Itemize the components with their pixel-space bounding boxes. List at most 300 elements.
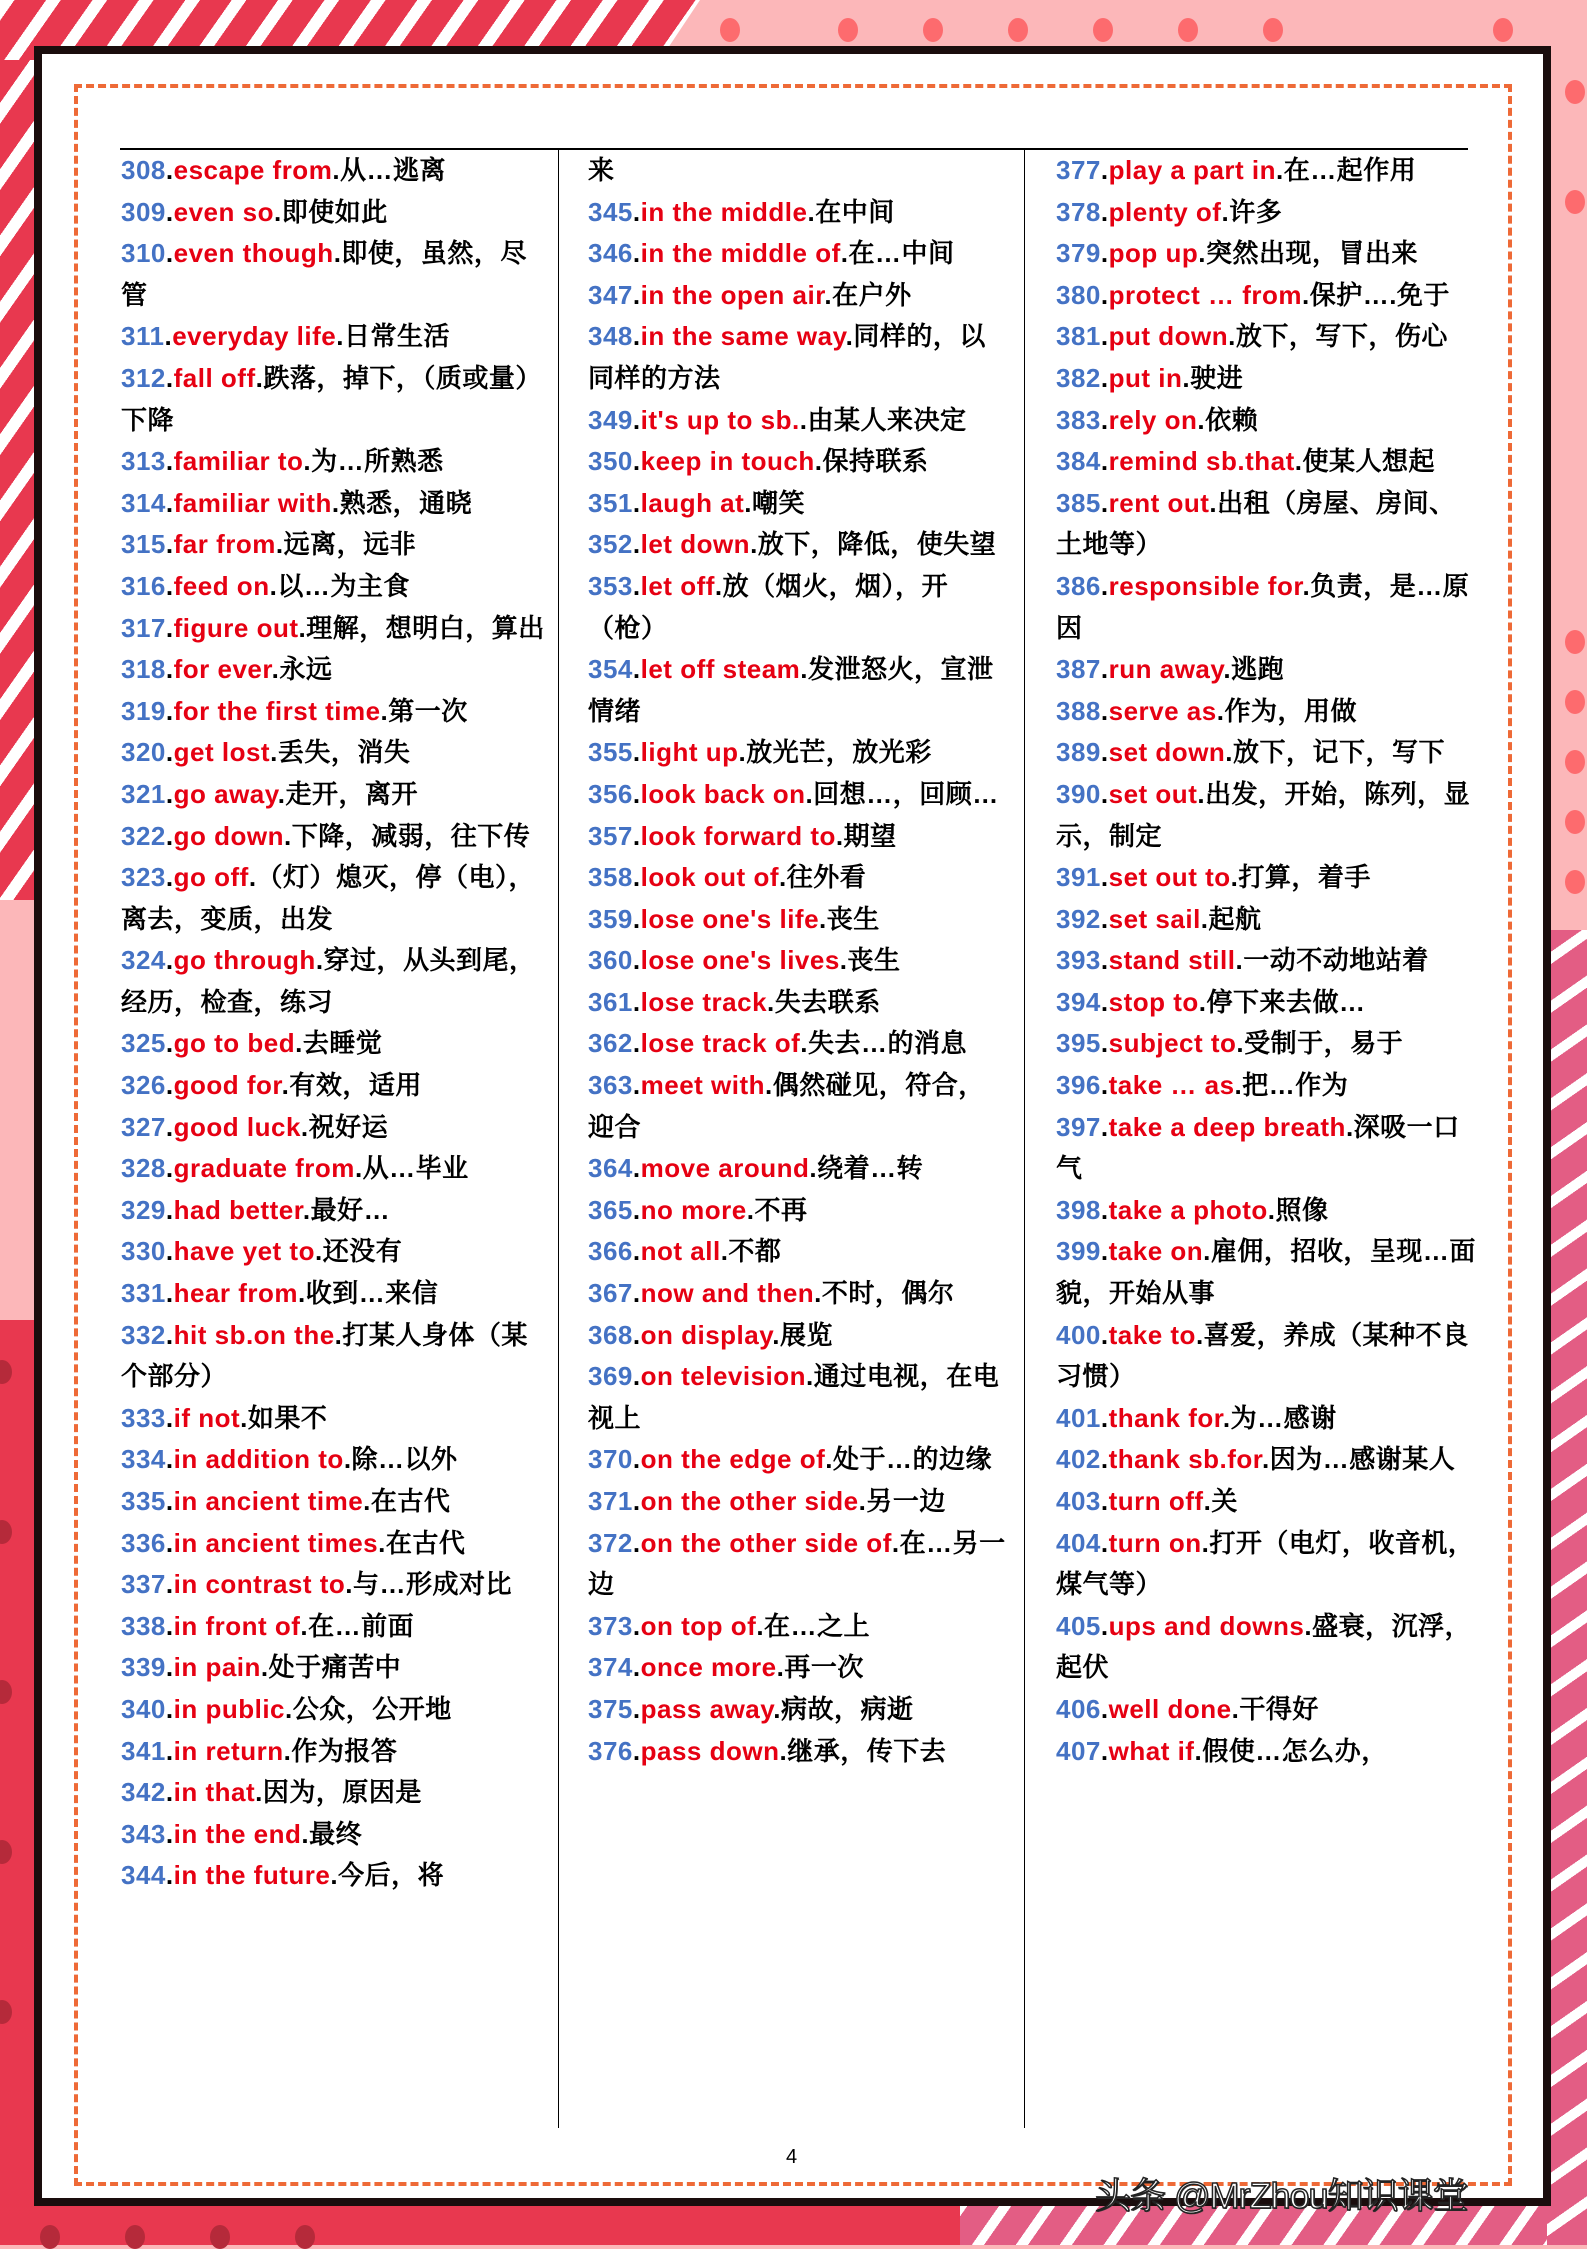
entry-chinese: （灯）熄灭，停（电），离去，变质，出发 — [121, 862, 536, 934]
phrase-entry: 363.meet with.偶然碰见，符合，迎合 — [588, 1070, 985, 1142]
entry-english: now and then — [640, 1278, 815, 1309]
entry-number: 327 — [121, 1111, 166, 1142]
entry-chinese: 偶然碰见，符合，迎合 — [588, 1070, 985, 1142]
entry-number: 308 — [121, 155, 166, 185]
phrase-entry: 386.responsible for.负责，是…原因 — [1056, 570, 1470, 643]
entry-english: in the middle of — [640, 238, 841, 269]
entry-number: 329 — [121, 1194, 166, 1225]
entry-number: 385 — [1056, 487, 1101, 518]
phrase-entry: 356.look back on.回想…，回顾… — [588, 778, 999, 809]
entry-number: 348 — [588, 321, 633, 352]
phrase-entry: 377.play a part in.在…起作用 — [1056, 155, 1417, 185]
entry-english: look out of — [640, 862, 779, 893]
entry-chinese: 保护….免于 — [1309, 279, 1450, 310]
entry-chinese: 绕着…转 — [817, 1153, 924, 1184]
entry-number: 381 — [1056, 321, 1101, 352]
phrase-entry: 399.take on.雇佣，招收，呈现…面貌，开始从事 — [1056, 1236, 1476, 1309]
phrase-entry: 319.for the first time.第一次 — [121, 695, 468, 726]
entry-english: in the end — [173, 1818, 302, 1849]
entry-number: 323 — [121, 862, 166, 893]
entry-chinese: 干得好 — [1239, 1693, 1319, 1724]
entry-chinese: 在户外 — [832, 279, 912, 310]
phrase-entry: 347.in the open air.在户外 — [588, 279, 912, 310]
entry-number: 345 — [588, 196, 633, 227]
entry-english: let off steam — [640, 654, 801, 685]
phrase-entry: 390.set out.出发，开始，陈列，显示，制定 — [1056, 778, 1471, 851]
entry-english: pop up — [1108, 238, 1199, 269]
entry-chinese: 逃跑 — [1231, 654, 1285, 685]
entry-number: 371 — [588, 1486, 633, 1516]
phrase-entry: 372.on the other side of.在…另一边 — [588, 1527, 1006, 1600]
entry-number: 407 — [1056, 1735, 1101, 1766]
entry-number: 378 — [1056, 196, 1101, 227]
entry-number: 311 — [121, 321, 165, 352]
phrase-entry: 315.far from.远离，远非 — [121, 529, 417, 560]
page-number: 4 — [786, 2146, 798, 2168]
polka-dot-icon — [1565, 870, 1585, 894]
entry-english: once more — [640, 1652, 777, 1683]
entry-english: let down — [640, 529, 751, 560]
entry-chinese: 公众，公开地 — [292, 1693, 452, 1724]
column-divider — [1024, 150, 1025, 2128]
entry-english: take a deep breath — [1108, 1111, 1346, 1142]
entry-english: on top of — [640, 1610, 757, 1641]
entry-english: escape from — [173, 155, 333, 185]
phrase-entry: 329.had better.最好… — [121, 1194, 391, 1225]
phrase-entry: 373.on top of.在…之上 — [588, 1610, 871, 1641]
entry-english: go down — [173, 820, 284, 851]
entry-chinese: 在古代 — [370, 1486, 451, 1516]
entry-english: fall off — [173, 362, 256, 393]
phrase-entry: 327.good luck.祝好运 — [121, 1111, 389, 1142]
entry-number: 324 — [121, 945, 166, 976]
entry-number: 380 — [1056, 279, 1101, 310]
phrase-entry: 378.plenty of.许多 — [1056, 196, 1283, 227]
entry-chinese: 跌落，掉下，（质或量）下降 — [121, 362, 542, 435]
entry-number: 338 — [121, 1610, 166, 1641]
entry-english: stand still — [1108, 945, 1236, 976]
entry-chinese: 放下，写下，伤心 — [1235, 321, 1448, 352]
entry-number: 344 — [121, 1860, 166, 1891]
phrase-entry: 392.set sail.起航 — [1056, 903, 1262, 934]
entry-number: 368 — [588, 1319, 633, 1350]
phrase-entry: 381.put down.放下，写下，伤心 — [1056, 321, 1448, 352]
phrase-entry: 368.on display.展览 — [588, 1319, 834, 1350]
entry-english: turn on — [1108, 1527, 1202, 1558]
entry-chinese: 处于…的边缘 — [833, 1444, 993, 1475]
phrase-entry: 364.move around.绕着…转 — [588, 1153, 924, 1184]
phrase-entry: 350.keep in touch.保持联系 — [588, 446, 929, 477]
entry-number: 384 — [1056, 446, 1101, 477]
entry-number: 352 — [588, 529, 633, 560]
entry-english: what if — [1108, 1735, 1195, 1766]
polka-dot-icon — [1008, 18, 1028, 42]
phrase-entry: 382.put in.驶进 — [1056, 362, 1244, 393]
entry-english: run away — [1108, 654, 1224, 685]
phrase-entry: 318.for ever.永远 — [121, 654, 333, 685]
entry-chinese: 假使…怎么办， — [1202, 1735, 1388, 1766]
entry-number: 350 — [588, 446, 633, 477]
entry-number: 341 — [121, 1735, 166, 1766]
entry-english: hit sb.on the — [173, 1319, 335, 1350]
entry-chinese: 收到…来信 — [305, 1278, 439, 1309]
entry-english: pass down — [640, 1735, 780, 1766]
phrase-entry: 326.good for.有效，适用 — [121, 1070, 422, 1101]
entry-chinese: 另一边 — [866, 1486, 946, 1516]
entry-english: in the same way — [640, 321, 846, 352]
phrase-entry: 352.let down.放下，降低，使失望 — [588, 529, 997, 560]
entry-chinese: 下降，减弱，往下传 — [291, 820, 531, 851]
phrase-entry: 310.even though.即使，虽然，尽管 — [121, 238, 527, 310]
entry-chinese: 作为，用做 — [1224, 695, 1357, 726]
phrase-entry: 357.look forward to.期望 — [588, 820, 897, 851]
entry-english: if not — [173, 1402, 241, 1433]
entry-number: 333 — [121, 1402, 166, 1433]
entry-english: go through — [173, 945, 316, 976]
entry-number: 335 — [121, 1486, 166, 1516]
entry-english: set out to — [1108, 862, 1231, 893]
entry-english: in the middle — [640, 196, 808, 227]
phrase-entry: 376.pass down.继承，传下去 — [588, 1735, 947, 1766]
entry-number: 346 — [588, 238, 633, 269]
entry-chinese: 深吸一口气 — [1056, 1111, 1460, 1184]
entry-chinese: 理解，想明白，算出 — [306, 612, 545, 643]
polka-dot-icon — [1093, 18, 1113, 42]
entry-chinese: 病故，病逝 — [781, 1693, 914, 1724]
entry-chinese: 不都 — [728, 1236, 782, 1267]
entry-english: take on — [1108, 1236, 1204, 1267]
polka-dot-icon — [1178, 18, 1198, 42]
entry-number: 316 — [121, 570, 166, 601]
entry-chinese: 喜爱，养成（某种不良习惯） — [1056, 1319, 1469, 1392]
entry-chinese: 在…之上 — [764, 1610, 871, 1641]
entry-number: 373 — [588, 1610, 633, 1641]
phrase-entry: 343.in the end.最终 — [121, 1818, 363, 1849]
entry-number: 320 — [121, 737, 166, 768]
entry-number: 314 — [121, 487, 166, 518]
phrase-entry-continuation — [588, 150, 1008, 192]
entry-english: lose track — [640, 986, 768, 1017]
phrase-entry: 360.lose one's lives.丧生 — [588, 945, 901, 976]
entry-number: 388 — [1056, 695, 1101, 726]
polka-dot-icon — [210, 2225, 230, 2249]
entry-chinese: 远离，远非 — [283, 529, 417, 560]
entry-chinese: 丧生 — [826, 903, 880, 934]
phrase-column-1 — [121, 150, 551, 1897]
entry-english: take a photo — [1108, 1194, 1268, 1225]
entry-english: play a part in — [1108, 155, 1277, 185]
phrase-entry: 369.on television.通过电视，在电视上 — [588, 1361, 1000, 1433]
entry-english: on television — [640, 1361, 807, 1392]
phrase-entry: 337.in contrast to.与…形成对比 — [121, 1569, 513, 1600]
entry-chinese: 来 — [588, 155, 615, 185]
entry-english: it's up to sb. — [640, 404, 800, 435]
entry-english: even though — [173, 238, 334, 269]
entry-english: on the other side — [640, 1486, 859, 1516]
phrase-entry: 314.familiar with.熟悉，通晓 — [121, 487, 473, 518]
phrase-entry: 407.what if.假使…怎么办， — [1056, 1735, 1388, 1766]
entry-chinese: 起航 — [1208, 903, 1262, 934]
entry-number: 362 — [588, 1028, 633, 1059]
entry-english: protect … from — [1108, 279, 1302, 310]
entry-number: 372 — [588, 1527, 633, 1558]
phrase-entry: 323.go off.（灯）熄灭，停（电），离去，变质，出发 — [121, 862, 536, 934]
entry-english: take … as — [1108, 1070, 1235, 1101]
phrase-entry: 339.in pain.处于痛苦中 — [121, 1652, 402, 1683]
phrase-entry: 333.if not.如果不 — [121, 1402, 328, 1433]
entry-chinese: 如果不 — [247, 1402, 328, 1433]
entry-chinese: 即使如此 — [281, 196, 388, 227]
polka-dot-icon — [295, 2225, 315, 2249]
entry-number: 330 — [121, 1236, 166, 1267]
polka-dot-icon — [1565, 690, 1585, 714]
phrase-entry: 362.lose track of.失去…的消息 — [588, 1028, 968, 1059]
entry-chinese: 把…作为 — [1242, 1070, 1349, 1101]
entry-number: 360 — [588, 945, 633, 976]
entry-english: good luck — [173, 1111, 301, 1142]
entry-english: in ancient times — [173, 1527, 379, 1558]
polka-dot-icon — [720, 18, 740, 42]
entry-chinese: 丢失，消失 — [277, 737, 411, 768]
entry-number: 328 — [121, 1153, 166, 1184]
entry-chinese: 为…所熟悉 — [311, 446, 444, 477]
phrase-entry: 404.turn on.打开（电灯，收音机，煤气等） — [1056, 1527, 1475, 1600]
entry-number: 375 — [588, 1693, 633, 1724]
entry-number: 382 — [1056, 362, 1101, 393]
entry-chinese: 在…前面 — [308, 1610, 415, 1641]
entry-number: 402 — [1056, 1444, 1101, 1475]
phrase-entry: 389.set down.放下，记下，写下 — [1056, 737, 1446, 768]
entry-chinese: 出发，开始，陈列，显示，制定 — [1056, 778, 1471, 851]
phrase-entry: 395.subject to.受制于，易于 — [1056, 1028, 1404, 1059]
entry-number: 321 — [121, 778, 166, 809]
polka-dot-icon — [923, 18, 943, 42]
entry-number: 331 — [121, 1278, 166, 1309]
entry-number: 400 — [1056, 1319, 1101, 1350]
entry-chinese: 使某人想起 — [1302, 446, 1436, 477]
entry-chinese: 今后，将 — [338, 1860, 445, 1891]
entry-english: meet with — [640, 1070, 766, 1101]
entry-chinese: 盛衰，沉浮，起伏 — [1056, 1610, 1472, 1683]
phrase-entry: 325.go to bed.去睡觉 — [121, 1028, 383, 1059]
entry-english: take to — [1108, 1319, 1196, 1350]
phrase-entry: 379.pop up.突然出现，冒出来 — [1056, 238, 1419, 269]
entry-chinese: 祝好运 — [308, 1111, 389, 1142]
entry-english: familiar with — [173, 487, 332, 518]
entry-number: 356 — [588, 778, 633, 809]
entry-number: 334 — [121, 1444, 166, 1475]
entry-chinese: 在…起作用 — [1283, 155, 1417, 185]
entry-english: thank sb.for — [1108, 1444, 1262, 1475]
entry-number: 403 — [1056, 1486, 1101, 1516]
phrase-entry: 349.it's up to sb..由某人来决定 — [588, 404, 967, 435]
phrase-entry: 370.on the edge of.处于…的边缘 — [588, 1444, 993, 1475]
entry-number: 396 — [1056, 1070, 1101, 1101]
entry-number: 317 — [121, 612, 166, 643]
entry-chinese: 打某人身体（某个部分） — [121, 1319, 528, 1392]
entry-english: responsible for — [1108, 570, 1303, 601]
entry-english: had better — [173, 1194, 303, 1225]
entry-number: 354 — [588, 654, 633, 685]
phrase-entry: 320.get lost.丢失，消失 — [121, 737, 411, 768]
entry-english: for ever — [173, 654, 272, 685]
entry-chinese: 发泄怒火，宣泄情绪 — [588, 654, 994, 726]
entry-number: 405 — [1056, 1610, 1101, 1641]
entry-number: 387 — [1056, 654, 1101, 685]
entry-chinese: 照像 — [1275, 1194, 1329, 1225]
entry-number: 349 — [588, 404, 633, 435]
entry-english: rent out — [1108, 487, 1210, 518]
phrase-entry: 397.take a deep breath.深吸一口气 — [1056, 1111, 1460, 1184]
entry-chinese: 由某人来决定 — [807, 404, 967, 435]
entry-number: 318 — [121, 654, 166, 685]
entry-chinese: 打开（电灯，收音机，煤气等） — [1056, 1527, 1475, 1600]
entry-number: 322 — [121, 820, 166, 851]
phrase-entry: 383.rely on.依赖 — [1056, 404, 1259, 435]
entry-english: get lost — [173, 737, 271, 768]
phrase-entry: 365.no more.不再 — [588, 1194, 808, 1225]
entry-english: well done — [1108, 1693, 1232, 1724]
entry-chinese: 一动不动地站着 — [1243, 945, 1429, 976]
polka-dot-icon — [1565, 630, 1585, 654]
entry-chinese: 嘲笑 — [752, 487, 806, 518]
entry-chinese: 负责，是…原因 — [1056, 570, 1470, 643]
phrase-entry: 311.everyday life.日常生活 — [121, 321, 450, 352]
entry-number: 337 — [121, 1569, 166, 1600]
phrase-entry: 330.have yet to.还没有 — [121, 1236, 403, 1267]
polka-dot-icon — [1565, 750, 1585, 774]
entry-chinese: 继承，传下去 — [787, 1735, 947, 1766]
entry-number: 343 — [121, 1818, 166, 1849]
entry-english: put in — [1108, 362, 1183, 393]
entry-english: in return — [173, 1735, 284, 1766]
entry-number: 401 — [1056, 1402, 1101, 1433]
entry-chinese: 受制于，易于 — [1244, 1028, 1404, 1059]
entry-chinese: 熟悉，通晓 — [339, 487, 473, 518]
phrase-entry: 384.remind sb.that.使某人想起 — [1056, 446, 1436, 477]
entry-english: in addition to — [173, 1444, 344, 1475]
polka-dot-icon — [125, 2225, 145, 2249]
phrase-column-2 — [588, 150, 1008, 1772]
entry-english: remind sb.that — [1108, 446, 1295, 477]
phrase-entry: 380.protect … from.保护….免于 — [1056, 279, 1450, 310]
phrase-entry: 341.in return.作为报答 — [121, 1735, 398, 1766]
entry-number: 376 — [588, 1735, 633, 1766]
entry-number: 391 — [1056, 862, 1101, 893]
entry-english: good for — [173, 1070, 282, 1101]
entry-chinese: 有效，适用 — [289, 1070, 422, 1101]
phrase-column-3 — [1056, 150, 1476, 1772]
entry-english: on display — [640, 1319, 773, 1350]
entry-english: in the open air — [640, 279, 825, 310]
entry-chinese: 再一次 — [784, 1652, 864, 1683]
entry-chinese: 打算，着手 — [1238, 862, 1371, 893]
entry-chinese: 展览 — [780, 1319, 834, 1350]
phrase-entry: 351.laugh at.嘲笑 — [588, 487, 806, 518]
entry-number: 357 — [588, 820, 633, 851]
polka-dot-icon — [1565, 80, 1585, 104]
entry-number: 340 — [121, 1693, 166, 1724]
entry-number: 389 — [1056, 737, 1101, 768]
entry-chinese: 以…为主食 — [277, 570, 410, 601]
entry-number: 312 — [121, 362, 166, 393]
entry-english: laugh at — [640, 487, 745, 518]
phrase-entry: 388.serve as.作为，用做 — [1056, 695, 1357, 726]
entry-english: put down — [1108, 321, 1229, 352]
polka-dot-icon — [838, 18, 858, 42]
entry-english: thank for — [1108, 1402, 1223, 1433]
entry-english: have yet to — [173, 1236, 315, 1267]
entry-number: 351 — [588, 487, 633, 518]
phrase-entry: 367.now and then.不时，偶尔 — [588, 1278, 955, 1309]
entry-english: far from — [173, 529, 276, 560]
entry-chinese: 在…另一边 — [588, 1527, 1006, 1600]
entry-english: go to bed — [173, 1028, 296, 1059]
phrase-entry: 398.take a photo.照像 — [1056, 1194, 1329, 1225]
entry-english: light up — [640, 737, 739, 768]
entry-number: 374 — [588, 1652, 633, 1683]
entry-number: 332 — [121, 1319, 166, 1350]
entry-number: 310 — [121, 238, 166, 269]
entry-number: 399 — [1056, 1236, 1101, 1267]
phrase-entry: 342.in that.因为，原因是 — [121, 1777, 422, 1808]
entry-number: 370 — [588, 1444, 633, 1475]
phrase-entry: 336.in ancient times.在古代 — [121, 1527, 466, 1558]
entry-english: in public — [173, 1693, 286, 1724]
entry-english: let off — [640, 570, 715, 601]
entry-english: not all — [640, 1236, 721, 1267]
entry-english: set out — [1108, 778, 1198, 809]
background-stripes-right — [1547, 930, 1587, 2245]
entry-number: 393 — [1056, 945, 1101, 976]
entry-english: figure out — [173, 612, 299, 643]
entry-number: 367 — [588, 1278, 633, 1309]
phrase-entry: 403.turn off.关 — [1056, 1486, 1238, 1516]
entry-chinese: 永远 — [279, 654, 333, 685]
entry-chinese: 日常生活 — [343, 321, 450, 352]
entry-english: move around — [640, 1153, 810, 1184]
entry-english: hear from — [173, 1278, 299, 1309]
entry-english: turn off — [1108, 1486, 1204, 1516]
entry-english: lose one's lives — [640, 945, 840, 976]
entry-number: 342 — [121, 1777, 166, 1808]
phrase-entry: 313.familiar to.为…所熟悉 — [121, 446, 444, 477]
entry-number: 361 — [588, 986, 633, 1017]
entry-english: subject to — [1108, 1028, 1237, 1059]
entry-english: keep in touch — [640, 446, 815, 477]
entry-chinese: 同样的，以同样的方法 — [588, 321, 986, 393]
phrase-entry: 324.go through.穿过，从头到尾，经历，检查，练习 — [121, 945, 536, 1017]
entry-number: 379 — [1056, 238, 1101, 269]
phrase-entry: 366.not all.不都 — [588, 1236, 782, 1267]
entry-chinese: 雇佣，招收，呈现…面貌，开始从事 — [1056, 1236, 1476, 1309]
entry-number: 395 — [1056, 1028, 1101, 1059]
entry-number: 377 — [1056, 155, 1101, 185]
entry-chinese: 保持联系 — [822, 446, 929, 477]
entry-english: go off — [173, 862, 249, 893]
entry-number: 313 — [121, 446, 166, 477]
entry-chinese: 放下，降低，使失望 — [757, 529, 997, 560]
entry-chinese: 出租（房屋、房间、土地等） — [1056, 487, 1456, 560]
phrase-entry: 340.in public.公众，公开地 — [121, 1693, 452, 1724]
entry-chinese: 期望 — [843, 820, 897, 851]
column-divider — [558, 150, 559, 2128]
entry-chinese: 放（烟火，烟），开（枪） — [588, 570, 949, 643]
entry-english: in the future — [173, 1860, 331, 1891]
entry-chinese: 往外看 — [786, 862, 867, 893]
entry-english: look back on — [640, 778, 806, 809]
entry-english: stop to — [1108, 986, 1199, 1017]
